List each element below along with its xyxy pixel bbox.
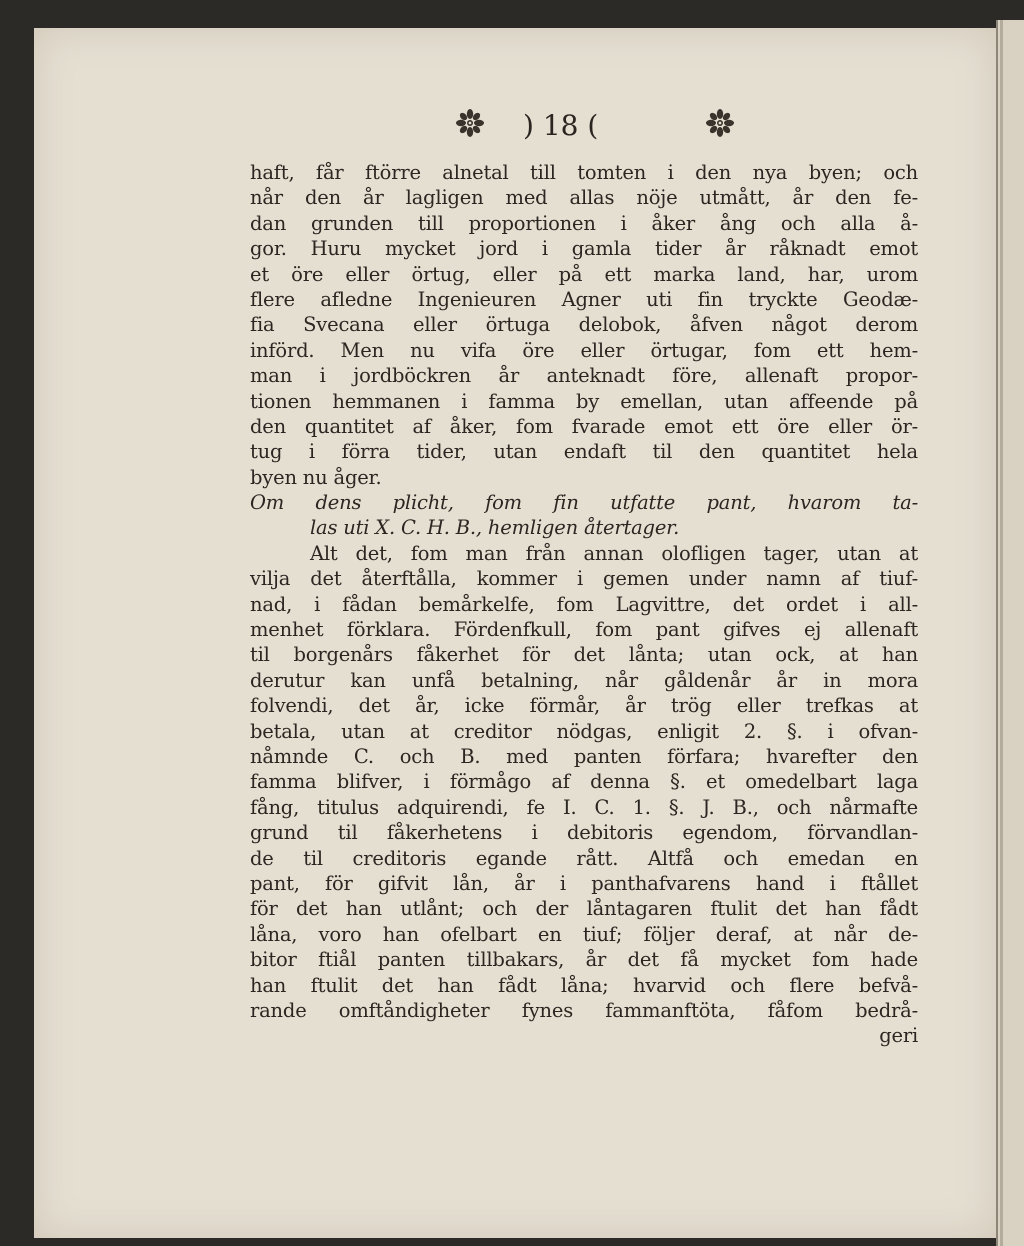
text-line: införd. Men nu vifa öre eller örtugar, fom ett hem-: [250, 338, 918, 362]
text-line: Alt det, fom man från annan olofligen tager, utan at: [310, 541, 918, 565]
page-header: [455, 108, 755, 148]
heading-line: Om dens plicht, fom fin utfatte pant, hvarom ta-: [250, 491, 918, 515]
text-line: derutur kan unfå betalning, når gåldenår år in mora: [250, 668, 918, 692]
text-line: bitor ftiål panten tillbakars, år det få mycket fom hade: [250, 948, 918, 972]
text-line: nad, i fådan bemårkelfe, fom Lagvittre, det ordet i all-: [250, 592, 918, 616]
text-line: pant, för gifvit lån, år i panthafvarens hand i ftållet: [250, 871, 918, 895]
section-heading: [250, 490, 918, 541]
page-fold-line: [1000, 20, 1003, 1246]
text-line: flere afledne Ingenieuren Agner uti fin tryckte Geodæ-: [250, 287, 918, 311]
text-line: haft, får ftörre alnetal till tomten i den nya byen; och: [250, 161, 918, 184]
text-line: för det han utlånt; och der låntagaren ftulit det han fådt: [250, 897, 918, 921]
text-line: menhet förklara. Fördenfkull, fom pant gifves ej allenaft: [250, 618, 918, 642]
text-line: til borgenårs fåkerhet för det lånta; utan ock, at han: [250, 643, 918, 667]
text-line: et öre eller örtug, eller på ett marka land, har, urom: [250, 262, 918, 286]
heading-line: las uti X. C. H. B., hemligen återtager.: [310, 516, 680, 540]
text-line: tug i förra tider, utan endaft til den quantitet hela: [250, 440, 918, 464]
paragraph-second: [250, 541, 918, 1023]
text-line: rande omftåndigheter fynes fammanftöta, fåfom bedrå-: [250, 998, 918, 1022]
text-line: den quantitet af åker, fom fvarade emot ett öre eller ör-: [250, 414, 918, 438]
paragraph-first: [250, 160, 918, 490]
text-line: nåmnde C. och B. med panten förfara; hvarefter den: [250, 744, 918, 768]
text-line: folvendi, det år, icke förmår, år trög eller trefkas at: [250, 694, 918, 718]
text-line: fång, titulus adquirendi, fe I. C. 1. §. J. B., och nårmafte: [250, 795, 918, 819]
text-line: man i jordböckren år anteknadt före, allenaft propor-: [250, 364, 918, 388]
flower-ornament-icon: [455, 108, 485, 138]
text-line: betala, utan at creditor nödgas, enligit 2. §. i ofvan-: [250, 719, 918, 743]
text-line: låna, voro han ofelbart en tiuf; följer deraf, at når de-: [250, 922, 918, 946]
text-line: gor. Huru mycket jord i gamla tider år råknadt emot: [250, 237, 918, 261]
text-line: vilja det återftålla, kommer i gemen under namn af tiuf-: [250, 567, 918, 591]
text-line: tionen hemmanen i famma by emellan, utan affeende på: [250, 389, 918, 413]
text-line: grund til fåkerhetens i debitoris egendom, förvandlan-: [250, 821, 918, 845]
text-line: dan grunden till proportionen i åker ång och alla å-: [250, 211, 918, 235]
text-line: når den år lagligen med allas nöje utmått, år den fe-: [250, 186, 918, 210]
page-body: [250, 160, 918, 1049]
text-line: de til creditoris egande rått. Altfå och emedan en: [250, 846, 918, 870]
catchword: geri: [879, 1024, 918, 1048]
text-line: byen nu åger.: [250, 465, 382, 489]
text-line: famma blifver, i förmågo af denna §. et omedelbart laga: [250, 770, 918, 794]
text-line: han ftulit det han fådt låna; hvarvid och flere befvå-: [250, 973, 918, 997]
text-line: fia Svecana eller örtuga delobok, åfven något derom: [250, 313, 918, 337]
flower-ornament-icon: [705, 108, 735, 138]
page-number: ) 18 (: [523, 109, 599, 142]
